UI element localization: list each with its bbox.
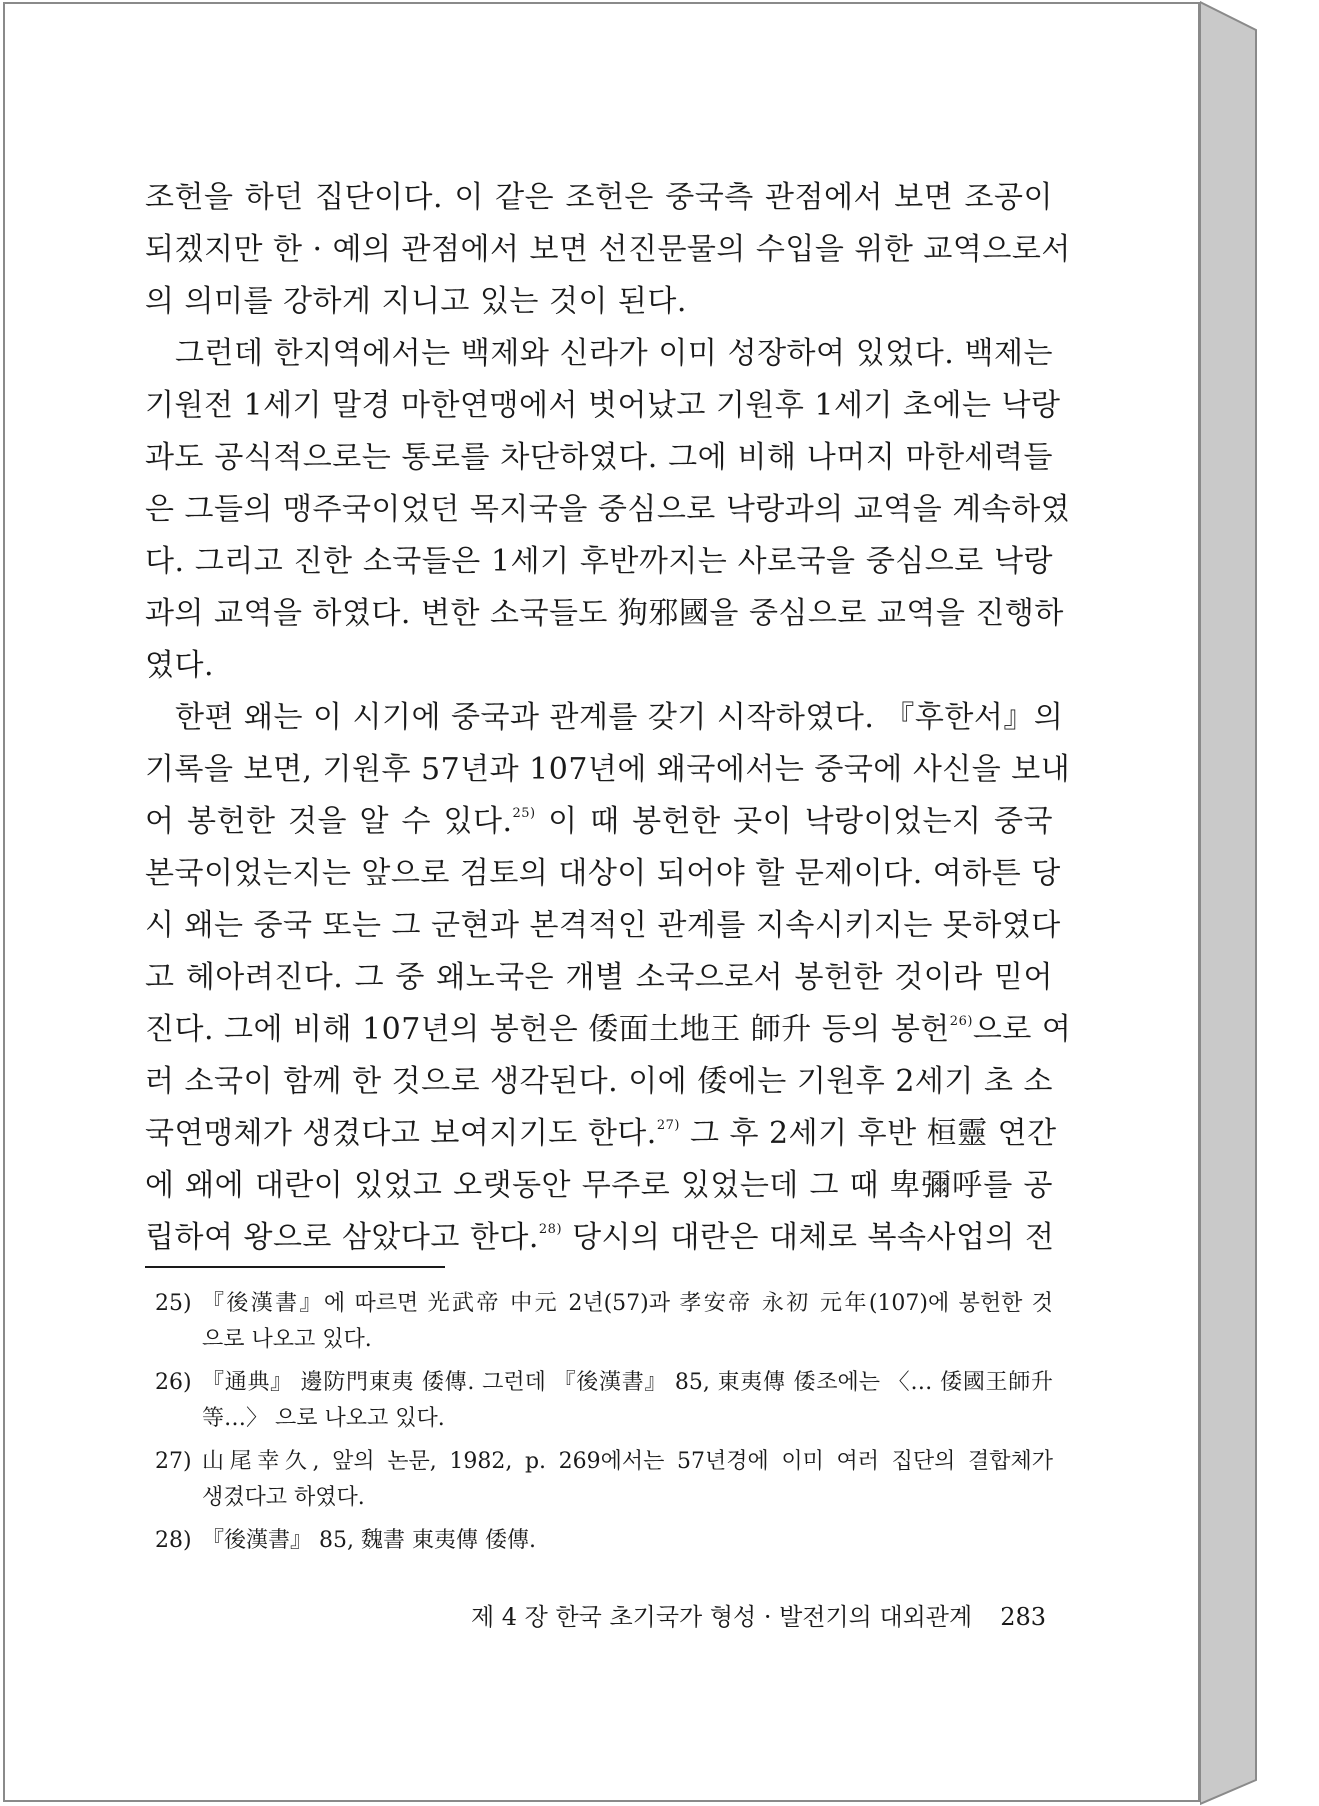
text-segment: 진다. 그에 비해 107년의 봉헌은 倭面土地王 師升 등의 봉헌 xyxy=(145,1012,950,1047)
footnote-text xyxy=(202,1523,1053,1559)
text-segment: 국연맹체가 생겼다고 보여지기도 한다. xyxy=(145,1116,657,1151)
text-line: 은 그들의 맹주국이었던 목지국을 중심으로 낙랑과의 교역을 계속하였 xyxy=(145,492,1071,527)
text-line: 시 왜는 중국 또는 그 군현과 본격적인 관계를 지속시키지는 못하였다 xyxy=(145,908,1061,943)
footnote-line: 『後漢書』에 따르면 光武帝 中元 2년(57)과 孝安帝 永初 元年(107)에 봉헌한 것 xyxy=(202,1291,1053,1316)
text-line: 과의 교역을 하였다. 변한 소국들도 狗邪國을 중심으로 교역을 진행하 xyxy=(145,596,1064,631)
page-number: 283 xyxy=(1000,1603,1046,1631)
book-page-edge xyxy=(1200,0,1258,1806)
footnote-number: 27) xyxy=(155,1449,192,1474)
text-line: 그런데 한지역에서는 백제와 신라가 이미 성장하여 있었다. 백제는 xyxy=(175,336,1053,371)
text-segment: 이 때 봉헌한 곳이 낙랑이었는지 중국 xyxy=(548,804,1053,839)
footnote-text xyxy=(202,1286,1053,1358)
text-line: 조헌을 하던 집단이다. 이 같은 조헌은 중국측 관점에서 보면 조공이 xyxy=(145,180,1053,215)
footnote-number: 26) xyxy=(155,1370,192,1395)
footnote-number: 28) xyxy=(155,1528,192,1553)
text-segment: 으로 여 xyxy=(972,1012,1072,1047)
text-line: 한편 왜는 이 시기에 중국과 관계를 갖기 시작하였다. 『후한서』의 xyxy=(175,700,1064,735)
text-line: 의 의미를 강하게 지니고 있는 것이 된다. xyxy=(145,284,687,319)
footnote-25 xyxy=(155,1286,1053,1358)
footnote-ref-28: 28) xyxy=(538,1222,563,1237)
footnote-line: 『通典』 邊防門東夷 倭傳. 그런데 『後漢書』 85, 東夷傳 倭조에는 〈… 倭國王師升 xyxy=(202,1370,1053,1395)
text-line xyxy=(145,1108,1057,1160)
text-segment: 당시의 대란은 대체로 복속사업의 전 xyxy=(572,1220,1055,1255)
footnote-28 xyxy=(155,1523,1053,1559)
text-line: 에 왜에 대란이 있었고 오랫동안 무주로 있었는데 그 때 卑彌呼를 공 xyxy=(145,1168,1053,1203)
text-line xyxy=(145,796,1053,848)
text-line: 였다. xyxy=(145,648,214,683)
footnote-rule xyxy=(145,1266,445,1268)
footnote-ref-26: 26) xyxy=(949,1014,973,1029)
text-segment: 어 봉헌한 것을 알 수 있다. xyxy=(145,804,513,839)
footnote-line: 等…〉 으로 나오고 있다. xyxy=(202,1406,445,1431)
footnote-line: 『後漢書』 85, 魏書 東夷傳 倭傳. xyxy=(202,1528,536,1553)
footnotes xyxy=(155,1286,1053,1566)
footnote-text xyxy=(202,1365,1053,1437)
text-line: 러 소국이 함께 한 것으로 생각된다. 이에 倭에는 기원후 2세기 초 소 xyxy=(145,1064,1053,1099)
text-line xyxy=(145,1004,1072,1056)
footnote-27 xyxy=(155,1444,1053,1516)
text-line: 되겠지만 한 · 예의 관점에서 보면 선진문물의 수입을 위한 교역으로서 xyxy=(145,232,1071,267)
footnote-number: 25) xyxy=(155,1291,192,1316)
footnote-text xyxy=(202,1444,1053,1516)
text-line: 본국이었는지는 앞으로 검토의 대상이 되어야 할 문제이다. 여하튼 당 xyxy=(145,856,1061,891)
text-segment: 립하여 왕으로 삼았다고 한다. xyxy=(145,1220,539,1255)
footnote-line: 으로 나오고 있다. xyxy=(202,1327,372,1352)
text-line: 기원전 1세기 말경 마한연맹에서 벗어났고 기원후 1세기 초에는 낙랑 xyxy=(145,388,1061,423)
text-segment: 그 후 2세기 후반 桓靈 연간 xyxy=(690,1116,1057,1151)
body-text xyxy=(145,172,1072,1264)
footnote-ref-25: 25) xyxy=(512,806,536,821)
footnote-line: 山尾幸久, 앞의 논문, 1982, p. 269에서는 57년경에 이미 여러 집단의 결합체가 xyxy=(202,1449,1053,1474)
running-footer xyxy=(471,1600,1046,1634)
text-line: 다. 그리고 진한 소국들은 1세기 후반까지는 사로국을 중심으로 낙랑 xyxy=(145,544,1053,579)
footnote-ref-27: 27) xyxy=(656,1118,680,1133)
text-line: 기록을 보면, 기원후 57년과 107년에 왜국에서는 중국에 사신을 보내 xyxy=(145,752,1071,787)
text-line: 고 헤아려진다. 그 중 왜노국은 개별 소국으로서 봉헌한 것이라 믿어 xyxy=(145,960,1053,995)
chapter-title: 제 4 장 한국 초기국가 형성 · 발전기의 대외관계 xyxy=(470,1603,973,1631)
text-line: 과도 공식적으로는 통로를 차단하였다. 그에 비해 나머지 마한세력들 xyxy=(145,440,1053,475)
text-line xyxy=(145,1212,1053,1264)
footnote-26 xyxy=(155,1365,1053,1437)
footnote-line: 생겼다고 하였다. xyxy=(202,1485,365,1510)
